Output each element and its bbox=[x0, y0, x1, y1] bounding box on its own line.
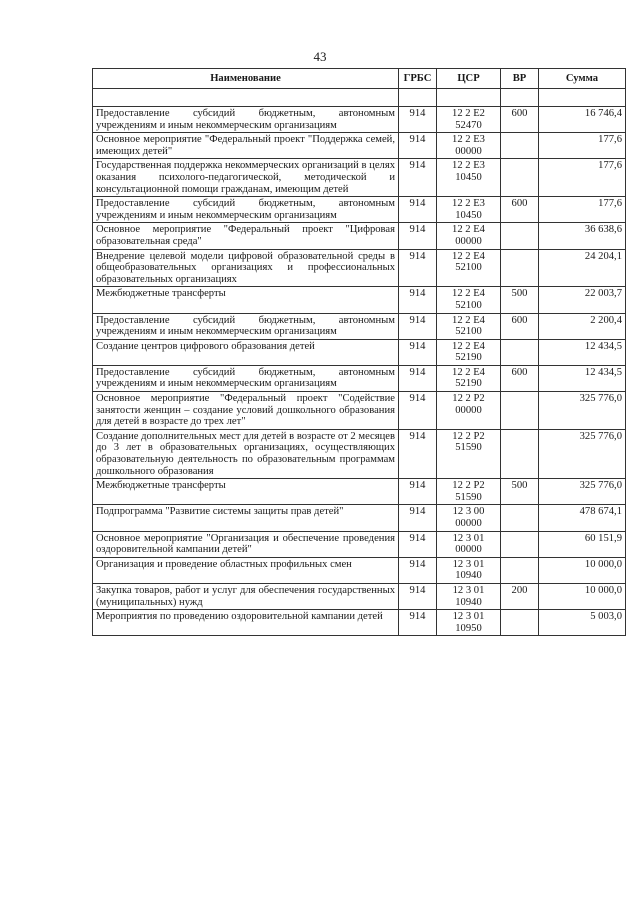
cell-sum: 12 434,5 bbox=[539, 339, 626, 365]
cell-grbs: 914 bbox=[399, 133, 437, 159]
cell-csr: 12 3 01 10950 bbox=[437, 610, 501, 636]
cell-sum: 36 638,6 bbox=[539, 223, 626, 249]
cell-csr: 12 2 Р2 00000 bbox=[437, 392, 501, 430]
cell-grbs: 914 bbox=[399, 505, 437, 531]
cell-grbs: 914 bbox=[399, 339, 437, 365]
table-row bbox=[93, 133, 626, 159]
cell-grbs: 914 bbox=[399, 107, 437, 133]
table-row bbox=[93, 531, 626, 557]
cell-grbs: 914 bbox=[399, 531, 437, 557]
cell-csr: 12 2 Е3 00000 bbox=[437, 133, 501, 159]
cell-grbs: 914 bbox=[399, 429, 437, 478]
cell-csr: 12 2 Р2 51590 bbox=[437, 429, 501, 478]
cell-grbs: 914 bbox=[399, 249, 437, 287]
cell-sum: 325 776,0 bbox=[539, 429, 626, 478]
cell-vr: 500 bbox=[501, 479, 539, 505]
cell-csr: 12 3 01 10940 bbox=[437, 583, 501, 609]
table-row bbox=[93, 479, 626, 505]
cell-sum: 177,6 bbox=[539, 159, 626, 197]
cell-vr bbox=[501, 249, 539, 287]
cell-vr: 600 bbox=[501, 313, 539, 339]
cell-vr bbox=[501, 557, 539, 583]
table-row bbox=[93, 339, 626, 365]
header-name: Наименование bbox=[93, 69, 399, 89]
cell-name: Предоставление субсидий бюджетным, автономным учреждениям и иным некоммерческим организациям bbox=[93, 107, 399, 133]
header-grbs: ГРБС bbox=[399, 69, 437, 89]
cell-name: Предоставление субсидий бюджетным, автономным учреждениям и иным некоммерческим организациям bbox=[93, 313, 399, 339]
table-row bbox=[93, 223, 626, 249]
cell-vr: 600 bbox=[501, 107, 539, 133]
cell-csr: 12 3 01 00000 bbox=[437, 531, 501, 557]
table-row bbox=[93, 392, 626, 430]
header-csr: ЦСР bbox=[437, 69, 501, 89]
cell-grbs: 914 bbox=[399, 223, 437, 249]
cell-sum: 10 000,0 bbox=[539, 557, 626, 583]
cell-vr bbox=[501, 133, 539, 159]
table-row bbox=[93, 249, 626, 287]
cell-name: Основное мероприятие "Федеральный проект "Цифровая образовательная среда" bbox=[93, 223, 399, 249]
cell-sum: 325 776,0 bbox=[539, 479, 626, 505]
cell-csr: 12 2 Е2 52470 bbox=[437, 107, 501, 133]
table-row bbox=[93, 583, 626, 609]
cell-sum: 177,6 bbox=[539, 197, 626, 223]
cell-sum: 325 776,0 bbox=[539, 392, 626, 430]
cell-csr: 12 2 Е4 52100 bbox=[437, 313, 501, 339]
cell-name: Государственная поддержка некоммерческих организаций в целях оказания психолого-педагогической, методической и консультационной помощи гражданам, имеющим детей bbox=[93, 159, 399, 197]
cell-sum: 12 434,5 bbox=[539, 365, 626, 391]
cell-name: Межбюджетные трансферты bbox=[93, 479, 399, 505]
cell-csr: 12 2 Р2 51590 bbox=[437, 479, 501, 505]
cell-vr bbox=[501, 531, 539, 557]
cell-grbs: 914 bbox=[399, 365, 437, 391]
cell-grbs: 914 bbox=[399, 392, 437, 430]
cell-name: Создание центров цифрового образования детей bbox=[93, 339, 399, 365]
table-row bbox=[93, 197, 626, 223]
cell-grbs: 914 bbox=[399, 313, 437, 339]
cell-name: Межбюджетные трансферты bbox=[93, 287, 399, 313]
cell-sum: 10 000,0 bbox=[539, 583, 626, 609]
cell-sum: 60 151,9 bbox=[539, 531, 626, 557]
cell-csr: 12 2 Е3 10450 bbox=[437, 197, 501, 223]
cell-vr: 600 bbox=[501, 365, 539, 391]
cell-sum: 22 003,7 bbox=[539, 287, 626, 313]
cell-grbs: 914 bbox=[399, 479, 437, 505]
cell-csr: 12 2 Е4 52100 bbox=[437, 249, 501, 287]
table-row bbox=[93, 505, 626, 531]
cell-vr: 200 bbox=[501, 583, 539, 609]
cell-sum: 5 003,0 bbox=[539, 610, 626, 636]
cell-csr: 12 2 Е3 10450 bbox=[437, 159, 501, 197]
cell-csr: 12 3 00 00000 bbox=[437, 505, 501, 531]
cell-name: Создание дополнительных мест для детей в возрасте от 2 месяцев до 3 лет в образовательных организациях, осуществляющих образовательную деятельность по образовательным программам дошкольного образования bbox=[93, 429, 399, 478]
cell-csr: 12 2 Е4 52190 bbox=[437, 339, 501, 365]
cell-grbs: 914 bbox=[399, 197, 437, 223]
table-row bbox=[93, 107, 626, 133]
cell-sum: 2 200,4 bbox=[539, 313, 626, 339]
cell-name: Внедрение целевой модели цифровой образовательной среды в общеобразовательных организациях и профессиональных образовательных организациях bbox=[93, 249, 399, 287]
cell-name: Мероприятия по проведению оздоровительной кампании детей bbox=[93, 610, 399, 636]
table-row bbox=[93, 610, 626, 636]
cell-vr bbox=[501, 610, 539, 636]
budget-table bbox=[92, 68, 626, 636]
cell-csr: 12 2 Е4 00000 bbox=[437, 223, 501, 249]
header-vr: ВР bbox=[501, 69, 539, 89]
table-row bbox=[93, 365, 626, 391]
cell-vr bbox=[501, 159, 539, 197]
cell-sum: 478 674,1 bbox=[539, 505, 626, 531]
table-row bbox=[93, 287, 626, 313]
cell-csr: 12 2 Е4 52190 bbox=[437, 365, 501, 391]
cell-name: Основное мероприятие "Федеральный проект "Поддержка семей, имеющих детей" bbox=[93, 133, 399, 159]
cell-name: Закупка товаров, работ и услуг для обеспечения государственных (муниципальных) нужд bbox=[93, 583, 399, 609]
cell-vr bbox=[501, 392, 539, 430]
cell-grbs: 914 bbox=[399, 557, 437, 583]
cell-vr bbox=[501, 429, 539, 478]
cell-vr bbox=[501, 339, 539, 365]
table-row bbox=[93, 557, 626, 583]
cell-sum: 16 746,4 bbox=[539, 107, 626, 133]
cell-sum: 177,6 bbox=[539, 133, 626, 159]
header-sum: Сумма bbox=[539, 69, 626, 89]
cell-name: Основное мероприятие "Организация и обеспечение проведения оздоровительной кампании детей" bbox=[93, 531, 399, 557]
cell-sum: 24 204,1 bbox=[539, 249, 626, 287]
cell-grbs: 914 bbox=[399, 159, 437, 197]
table-body bbox=[93, 89, 626, 636]
cell-name: Основное мероприятие "Федеральный проект "Содействие занятости женщин – создание условий дошкольного образования для детей в возрасте до трех лет" bbox=[93, 392, 399, 430]
cell-grbs: 914 bbox=[399, 287, 437, 313]
cell-csr: 12 2 Е4 52100 bbox=[437, 287, 501, 313]
cell-vr bbox=[501, 223, 539, 249]
cell-grbs: 914 bbox=[399, 583, 437, 609]
cell-name: Подпрограмма "Развитие системы защиты прав детей" bbox=[93, 505, 399, 531]
cell-vr: 500 bbox=[501, 287, 539, 313]
cell-csr: 12 3 01 10940 bbox=[437, 557, 501, 583]
cell-vr: 600 bbox=[501, 197, 539, 223]
table-row bbox=[93, 313, 626, 339]
page-number: 43 bbox=[313, 49, 327, 64]
table-row bbox=[93, 429, 626, 478]
cell-name: Предоставление субсидий бюджетным, автономным учреждениям и иным некоммерческим организациям bbox=[93, 197, 399, 223]
table-row bbox=[93, 159, 626, 197]
cell-vr bbox=[501, 505, 539, 531]
cell-grbs: 914 bbox=[399, 610, 437, 636]
table-header-row bbox=[93, 69, 626, 89]
cell-name: Предоставление субсидий бюджетным, автономным учреждениям и иным некоммерческим организациям bbox=[93, 365, 399, 391]
table-spacer-row bbox=[93, 89, 626, 107]
cell-name: Организация и проведение областных профильных смен bbox=[93, 557, 399, 583]
